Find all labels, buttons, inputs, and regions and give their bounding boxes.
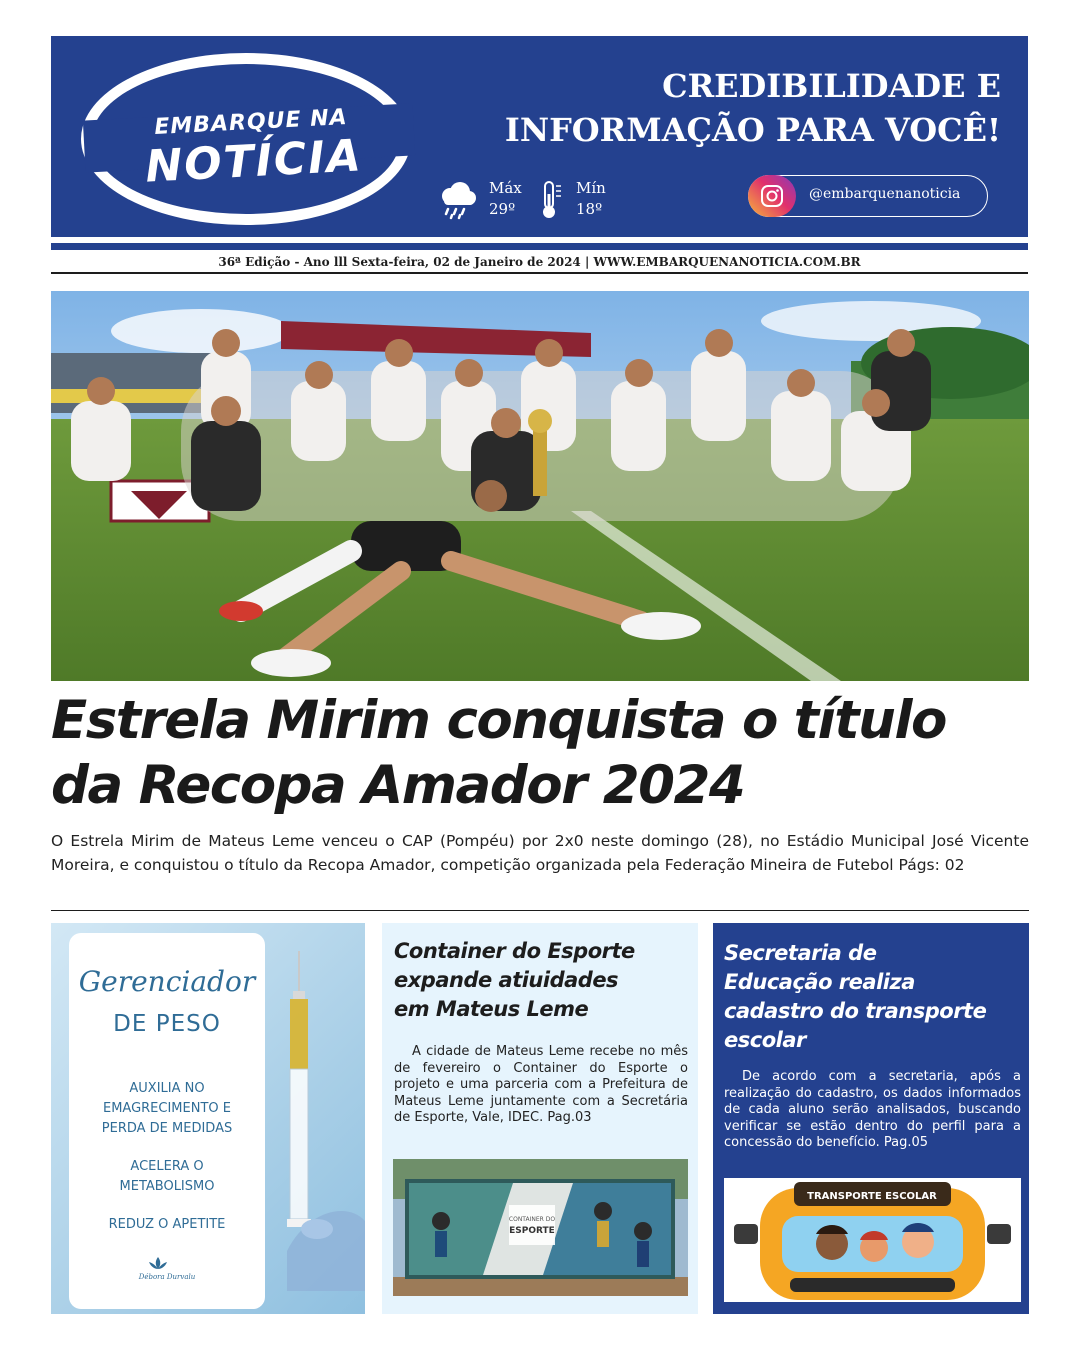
edition-rule xyxy=(51,272,1028,274)
ad-benefit-1-line-2: EMAGRECIMENTO E xyxy=(102,1101,231,1116)
article-transporte-escolar xyxy=(713,923,1029,1314)
ad-benefit-1-line-1: AUXILIA NO xyxy=(129,1081,205,1096)
article-right-title-line-3: cadastro do transporte xyxy=(724,999,987,1023)
article-mid-title-line-2: expande atiuidades xyxy=(394,968,619,992)
ad-benefit-1 xyxy=(69,1079,265,1139)
container-photo-illustration xyxy=(393,1159,688,1296)
main-headline-line-1: Estrela Mirim conquista o título xyxy=(51,690,946,751)
logo-top-text: EMBARQUE NA xyxy=(153,104,349,141)
logo-main-text: NOTÍCIA xyxy=(144,130,364,193)
slogan-line-1: CREDIBILIDADE E xyxy=(662,67,1001,105)
article-mid-title-line-1: Container do Esporte xyxy=(394,939,635,963)
container-label-line-1: CONTAINER DO xyxy=(508,1216,556,1223)
ad-benefit-2 xyxy=(69,1157,265,1197)
temperature-max-label: Máx xyxy=(489,179,522,197)
school-bus-icon xyxy=(724,1178,1021,1302)
ad-benefit-2-line-2: METABOLISMO xyxy=(119,1179,215,1194)
container-photo xyxy=(393,1159,688,1296)
slogan xyxy=(471,64,1001,152)
temperature-max xyxy=(489,178,522,220)
syringe-icon xyxy=(287,951,365,1291)
ad-signature: Débora Durvalu xyxy=(138,1273,196,1281)
article-mid-title-line-3: em Mateus Leme xyxy=(394,997,589,1021)
lead-paragraph: O Estrela Mirim de Mateus Leme venceu o CAP (Pompéu) por 2x0 neste domingo (28), no Estádio Municipal José Vicente Moreira, e conquistou o título da Recopa Amador, competição organizada pela Federação Mineira de Futebol Págs: 02 xyxy=(51,832,1029,874)
article-mid-title[interactable] xyxy=(394,937,690,1024)
rain-cloud-icon xyxy=(436,180,478,220)
header-rule xyxy=(51,243,1028,250)
bus-sign-text: TRANSPORTE ESCOLAR xyxy=(807,1191,937,1202)
article-container-esporte xyxy=(382,923,698,1314)
temperature-max-value: 29º xyxy=(489,200,516,218)
ad-benefit-3: REDUZ O APETITE xyxy=(108,1217,226,1232)
ad-script-title: Gerenciador xyxy=(78,965,256,998)
lotus-icon xyxy=(147,1255,169,1271)
temperature-min-value: 18º xyxy=(576,200,603,218)
temperature-min xyxy=(576,178,606,220)
school-bus-illustration xyxy=(724,1178,1021,1302)
main-headline-line-2: da Recopa Amador 2024 xyxy=(51,755,745,816)
article-right-title-line-1: Secretaria de xyxy=(724,941,877,965)
ad-benefit-1-line-3: PERDA DE MEDIDAS xyxy=(101,1121,233,1136)
masthead xyxy=(51,36,1028,237)
thermometer-icon xyxy=(539,180,565,220)
article-right-title[interactable] xyxy=(724,939,1024,1055)
hero-photo xyxy=(51,291,1029,681)
temperature-min-label: Mín xyxy=(576,179,606,197)
article-mid-body: A cidade de Mateus Leme recebe no mês de fevereiro o Container do Esporte o projeto e uma parceria com a Prefeitura de Mateus Leme juntamente com a Secretária de Esporte, Vale, IDEC. Pag.03 xyxy=(394,1044,688,1125)
instagram-handle[interactable]: @embarquenanoticia xyxy=(809,186,961,202)
edition-line: 36ª Edição - Ano lll Sexta-feira, 02 de Janeiro de 2024 | WWW.EMBARQUENANOTICIA.COM.BR xyxy=(218,255,861,269)
hero-photo-illustration xyxy=(51,291,1029,681)
ad-title: DE PESO xyxy=(113,1011,221,1037)
slogan-line-2: INFORMAÇÃO PARA VOCÊ! xyxy=(504,111,1001,149)
ad-benefit-2-line-1: ACELERA O xyxy=(130,1159,204,1174)
article-right-body: De acordo com a secretaria, após a realização do cadastro, os dados informados de cada aluno serão analisados, buscando verificar se estão dentro do perfil para a concessão do benefício. Pag.05 xyxy=(724,1069,1021,1150)
weight-manager-ad xyxy=(51,923,365,1314)
instagram-icon[interactable] xyxy=(748,175,796,217)
article-right-title-line-4: escolar xyxy=(724,1028,806,1052)
article-right-title-line-2: Educação realiza xyxy=(724,970,915,994)
section-rule xyxy=(51,910,1029,911)
container-label-line-2: ESPORTE xyxy=(509,1226,555,1236)
main-headline xyxy=(51,688,1041,818)
